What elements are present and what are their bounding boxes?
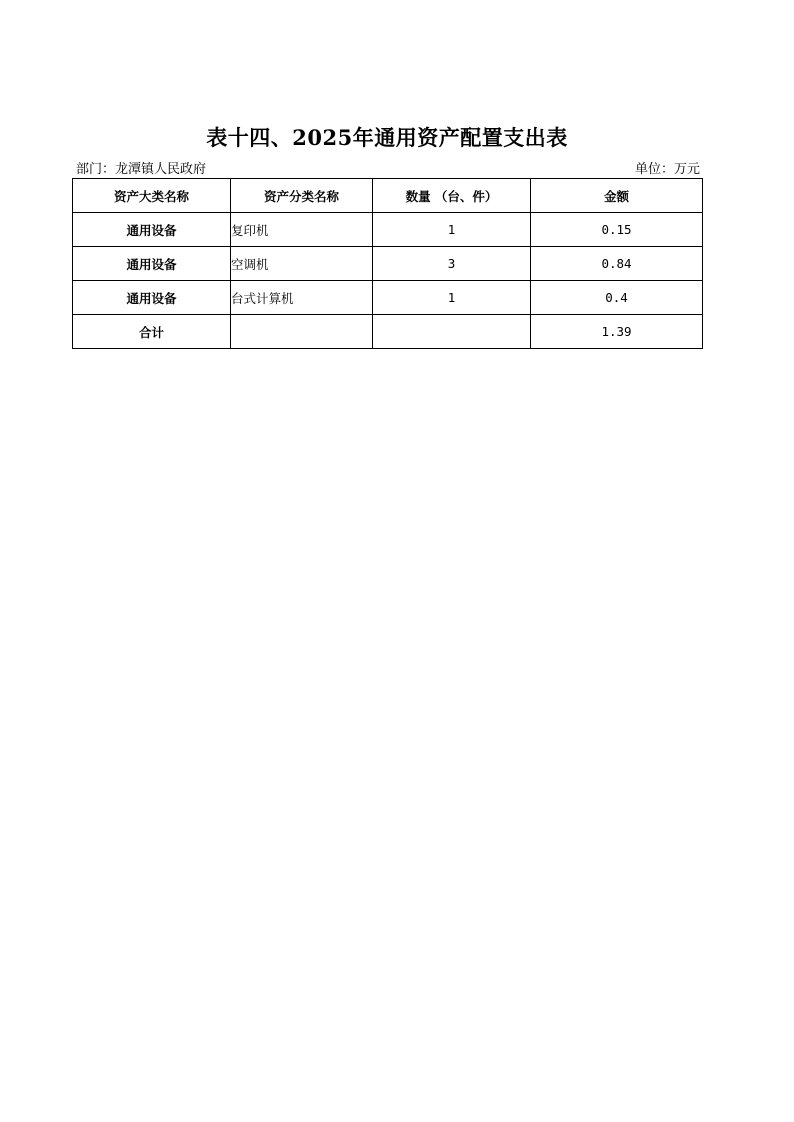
cell-subcategory: 空调机	[231, 247, 373, 281]
header-quantity: 数量 （台、件）	[373, 179, 531, 213]
header-asset-category: 资产大类名称	[73, 179, 231, 213]
cell-amount: 0.84	[531, 247, 703, 281]
cell-subcategory: 台式计算机	[231, 281, 373, 315]
cell-category: 通用设备	[73, 213, 231, 247]
cell-quantity: 1	[373, 281, 531, 315]
cell-quantity: 3	[373, 247, 531, 281]
total-subcategory	[231, 315, 373, 349]
unit-label: 单位：万元	[634, 162, 700, 177]
cell-quantity: 1	[373, 213, 531, 247]
header-amount: 金额	[531, 179, 703, 213]
total-amount: 1.39	[531, 315, 703, 349]
department-label: 部门：龙潭镇人民政府	[76, 162, 207, 177]
cell-subcategory: 复印机	[231, 213, 373, 247]
page-title: 表十四、2025年通用资产配置支出表	[206, 125, 568, 150]
cell-amount: 0.15	[531, 213, 703, 247]
cell-category: 通用设备	[73, 247, 231, 281]
table-header-row	[73, 179, 703, 213]
cell-category: 通用设备	[73, 281, 231, 315]
table-row	[73, 281, 703, 315]
header-asset-subcategory: 资产分类名称	[231, 179, 373, 213]
table-row	[73, 213, 703, 247]
cell-amount: 0.4	[531, 281, 703, 315]
total-row	[73, 315, 703, 349]
asset-expenditure-table	[72, 178, 703, 349]
total-label: 合计	[73, 315, 231, 349]
table-row	[73, 247, 703, 281]
total-quantity	[373, 315, 531, 349]
